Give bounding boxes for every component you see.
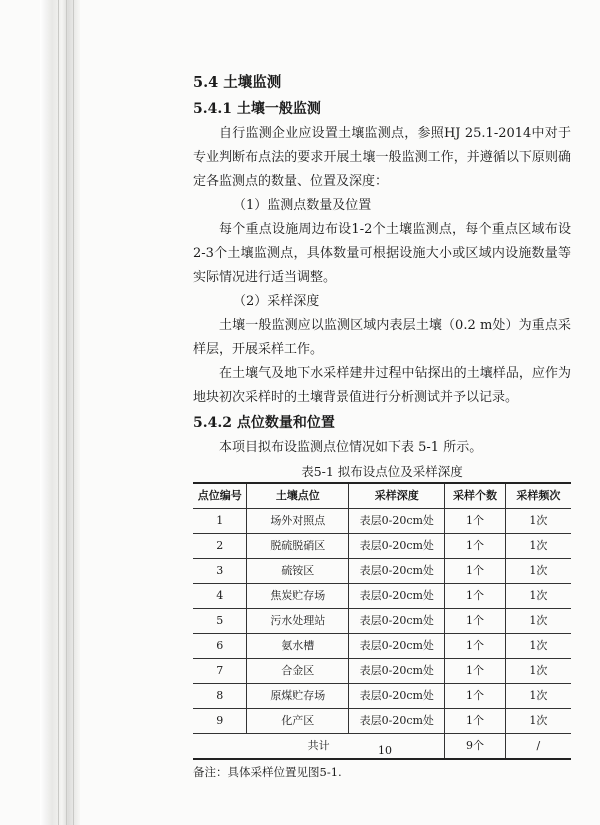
table-row (193, 584, 571, 609)
cell-sampling-depth: 表层0-20cm处 (349, 534, 445, 559)
cell-point-id: 9 (193, 709, 247, 734)
cell-sample-count: 1个 (445, 609, 505, 634)
cell-sampling-depth: 表层0-20cm处 (349, 584, 445, 609)
cell-sampling-frequency: 1次 (505, 609, 571, 634)
cell-point-id: 8 (193, 684, 247, 709)
section-title: 5.4 土壤监测 (193, 74, 282, 91)
cell-sampling-frequency: 1次 (505, 509, 571, 534)
table-row (193, 509, 571, 534)
cell-sampling-frequency: 1次 (505, 559, 571, 584)
cell-soil-point: 焦炭贮存场 (247, 584, 349, 609)
binding-line (73, 0, 74, 825)
cell-sampling-depth: 表层0-20cm处 (349, 684, 445, 709)
cell-point-id: 2 (193, 534, 247, 559)
cell-soil-point: 场外对照点 (247, 509, 349, 534)
binding-line (66, 0, 67, 825)
cell-sampling-depth: 表层0-20cm处 (349, 509, 445, 534)
item1-title: （1）监测点数量及位置 (233, 198, 372, 213)
paragraph-intro: 自行监测企业应设置土壤监测点，参照HJ 25.1-2014中对于专业判断布点法的要求开展土壤一般监测工作，并遵循以下原则确定各监测点的数量、位置及深度： (193, 126, 571, 189)
item3-text: 在土壤气及地下水采样建井过程中钻探出的土壤样品，应作为地块初次采样时的土壤背景值进行分析测试并予以记录。 (193, 366, 571, 405)
cell-soil-point: 污水处理站 (247, 609, 349, 634)
cell-sampling-frequency: 1次 (505, 584, 571, 609)
page-number: 10 (378, 744, 392, 757)
cell-sampling-depth: 表层0-20cm处 (349, 609, 445, 634)
cell-soil-point: 化产区 (247, 709, 349, 734)
subsection-title-point-count: 5.4.2 点位数量和位置 (193, 415, 335, 431)
subsection-title-general-monitoring: 5.4.1 土壤一般监测 (193, 101, 321, 117)
header-soil-point: 土壤点位 (247, 483, 349, 509)
cell-sample-count: 1个 (445, 684, 505, 709)
page-content (193, 70, 571, 782)
cell-soil-point: 脱硫脱硝区 (247, 534, 349, 559)
cell-point-id: 1 (193, 509, 247, 534)
paragraph-table-intro: 本项目拟布设监测点位情况如下表 5-1 所示。 (219, 440, 483, 455)
cell-sampling-depth: 表层0-20cm处 (349, 659, 445, 684)
cell-point-id: 3 (193, 559, 247, 584)
table-header-row (193, 483, 571, 509)
cell-point-id: 7 (193, 659, 247, 684)
cell-sample-count: 1个 (445, 659, 505, 684)
sampling-table (193, 482, 571, 760)
table-row (193, 559, 571, 584)
table-row (193, 634, 571, 659)
header-sample-count: 采样个数 (445, 483, 505, 509)
cell-sample-count: 1个 (445, 509, 505, 534)
cell-soil-point: 原煤贮存场 (247, 684, 349, 709)
item2-title: （2）采样深度 (233, 294, 320, 309)
item2-text: 土壤一般监测应以监测区域内表层土壤（0.2 m处）为重点采样层，开展采样工作。 (193, 318, 571, 357)
header-sampling-depth: 采样深度 (349, 483, 445, 509)
cell-sampling-frequency: 1次 (505, 634, 571, 659)
binding-shadow (40, 0, 80, 825)
cell-point-id: 4 (193, 584, 247, 609)
cell-sample-count: 1个 (445, 534, 505, 559)
table-note: 备注：具体采样位置见图5-1. (193, 765, 342, 779)
table-row (193, 684, 571, 709)
total-count: 9个 (445, 734, 505, 760)
cell-sample-count: 1个 (445, 584, 505, 609)
cell-sampling-depth: 表层0-20cm处 (349, 709, 445, 734)
item1-text: 每个重点设施周边布设1-2个土壤监测点，每个重点区域布设2-3个土壤监测点，具体数量可根据设施大小或区域内设施数量等实际情况进行适当调整。 (193, 222, 571, 285)
table-row (193, 659, 571, 684)
cell-sampling-depth: 表层0-20cm处 (349, 634, 445, 659)
cell-sample-count: 1个 (445, 709, 505, 734)
cell-point-id: 6 (193, 634, 247, 659)
table-caption: 表5-1 拟布设点位及采样深度 (301, 464, 463, 479)
cell-point-id: 5 (193, 609, 247, 634)
cell-sample-count: 1个 (445, 559, 505, 584)
header-point-id: 点位编号 (193, 483, 247, 509)
cell-sampling-frequency: 1次 (505, 684, 571, 709)
cell-sample-count: 1个 (445, 634, 505, 659)
binding-line (58, 0, 59, 825)
cell-sampling-frequency: 1次 (505, 534, 571, 559)
cell-sampling-frequency: 1次 (505, 709, 571, 734)
cell-soil-point: 硫铵区 (247, 559, 349, 584)
total-frequency: / (505, 734, 571, 760)
table-row (193, 709, 571, 734)
cell-sampling-frequency: 1次 (505, 659, 571, 684)
cell-soil-point: 氨水槽 (247, 634, 349, 659)
header-sampling-frequency: 采样频次 (505, 483, 571, 509)
table-row (193, 534, 571, 559)
table-row (193, 609, 571, 634)
cell-soil-point: 合金区 (247, 659, 349, 684)
cell-sampling-depth: 表层0-20cm处 (349, 559, 445, 584)
total-label: 共计 (193, 734, 445, 760)
